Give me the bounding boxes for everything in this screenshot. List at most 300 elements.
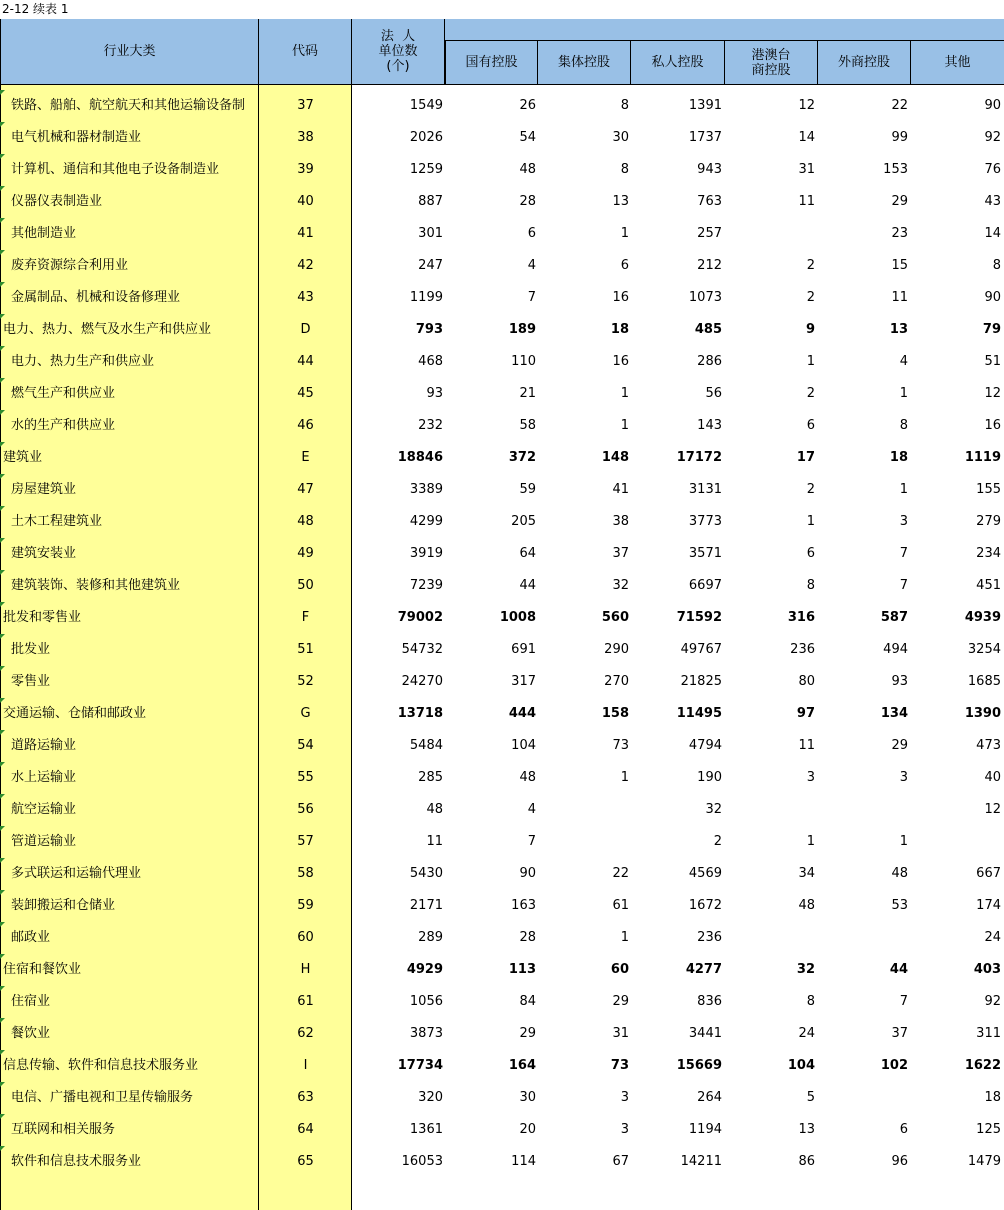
collective-value-cell: 30 <box>612 130 629 145</box>
industry-code-cell: 60 <box>297 930 314 945</box>
table-caption: 2-12 续表 1 <box>2 2 69 16</box>
foreign-value-cell: 96 <box>891 1154 908 1169</box>
table-row <box>0 474 1004 506</box>
industry-code-cell: D <box>300 322 311 337</box>
table-row <box>0 922 1004 954</box>
units-value-cell: 48 <box>426 802 443 817</box>
foreign-value-cell: 587 <box>880 610 908 625</box>
units-value-cell: 93 <box>426 386 443 401</box>
industry-code-cell: 62 <box>297 1026 314 1041</box>
private-value-cell: 1737 <box>688 130 722 145</box>
foreign-value-cell: 7 <box>899 546 908 561</box>
other-value-cell: 311 <box>976 1026 1001 1041</box>
hmt-value-cell <box>722 218 815 250</box>
foreign-value-cell: 13 <box>889 322 908 337</box>
industry-code-cell: 48 <box>297 514 314 529</box>
private-value-cell: 3773 <box>688 514 722 529</box>
collective-value-cell: 290 <box>604 642 629 657</box>
industry-name-cell: 建筑装饰、装修和其他建筑业 <box>11 578 181 593</box>
hmt-value-cell: 5 <box>806 1090 815 1105</box>
units-value-cell: 1199 <box>409 290 443 305</box>
foreign-value-cell: 37 <box>891 1026 908 1041</box>
table-row <box>0 250 1004 282</box>
other-value-cell: 155 <box>976 482 1001 497</box>
collective-value-cell: 32 <box>612 578 629 593</box>
private-value-cell: 143 <box>697 418 722 433</box>
state-value-cell: 20 <box>519 1122 536 1137</box>
hmt-value-cell: 48 <box>798 898 815 913</box>
foreign-value-cell: 4 <box>899 354 908 369</box>
collective-value-cell: 67 <box>612 1154 629 1169</box>
industry-name-cell: 水的生产和供应业 <box>11 418 116 433</box>
table-row <box>0 602 1004 634</box>
table-row <box>0 378 1004 410</box>
units-value-cell: 2026 <box>409 130 443 145</box>
other-value-cell: 4939 <box>964 610 1001 625</box>
industry-code-cell: 40 <box>297 194 314 209</box>
other-value-cell: 92 <box>984 130 1001 145</box>
collective-value-cell: 60 <box>610 962 629 977</box>
industry-code-cell: 43 <box>297 290 314 305</box>
other-value-cell: 1119 <box>964 450 1001 465</box>
foreign-value-cell: 3 <box>899 770 908 785</box>
industry-name-cell: 邮政业 <box>11 930 51 945</box>
foreign-value-cell <box>815 1082 908 1114</box>
private-value-cell: 71592 <box>676 610 722 625</box>
other-value-cell: 8 <box>992 258 1001 273</box>
industry-code-cell: 39 <box>297 162 314 177</box>
other-value-cell <box>908 826 1001 858</box>
industry-name-cell: 仪器仪表制造业 <box>11 194 103 209</box>
industry-name-cell: 住宿和餐饮业 <box>3 962 82 977</box>
units-value-cell: 3919 <box>409 546 443 561</box>
industry-code-cell: F <box>301 610 310 625</box>
header-foreign <box>818 41 911 85</box>
collective-value-cell: 8 <box>620 98 629 113</box>
industry-code-cell: 59 <box>297 898 314 913</box>
hmt-value-cell: 11 <box>798 194 815 209</box>
collective-value-cell: 16 <box>612 354 629 369</box>
private-value-cell: 943 <box>697 162 722 177</box>
units-value-cell: 3873 <box>409 1026 443 1041</box>
table-row <box>0 634 1004 666</box>
header-hmt <box>725 41 818 85</box>
other-value-cell: 40 <box>984 770 1001 785</box>
state-value-cell: 30 <box>519 1090 536 1105</box>
foreign-value-cell <box>815 794 908 826</box>
private-value-cell: 236 <box>697 930 722 945</box>
industry-code-cell: 55 <box>297 770 314 785</box>
industry-name-cell: 批发业 <box>11 642 51 657</box>
table-row <box>0 218 1004 250</box>
header-hmt-line2: 商控股 <box>751 62 791 78</box>
foreign-value-cell: 102 <box>880 1058 908 1073</box>
state-value-cell: 444 <box>508 706 536 721</box>
other-value-cell: 1685 <box>967 674 1001 689</box>
industry-code-cell: H <box>300 962 311 977</box>
collective-value-cell: 29 <box>612 994 629 1009</box>
header-state-label: 国有控股 <box>465 55 518 70</box>
state-value-cell: 54 <box>519 130 536 145</box>
header-other-label: 其他 <box>944 55 971 70</box>
industry-name-cell: 道路运输业 <box>11 738 77 753</box>
foreign-value-cell: 1 <box>899 834 908 849</box>
other-value-cell: 473 <box>976 738 1001 753</box>
hmt-value-cell: 24 <box>798 1026 815 1041</box>
collective-value-cell <box>536 794 629 826</box>
hmt-value-cell: 6 <box>806 418 815 433</box>
collective-value-cell: 1 <box>620 418 629 433</box>
hmt-value-cell: 13 <box>798 1122 815 1137</box>
hmt-value-cell: 34 <box>798 866 815 881</box>
header-code <box>259 19 352 85</box>
industry-code-cell: 50 <box>297 578 314 593</box>
header-state <box>445 41 538 85</box>
units-value-cell: 7239 <box>409 578 443 593</box>
collective-value-cell: 8 <box>620 162 629 177</box>
other-value-cell: 403 <box>973 962 1001 977</box>
units-value-cell: 4299 <box>409 514 443 529</box>
state-value-cell: 1008 <box>499 610 536 625</box>
collective-value-cell: 3 <box>620 1090 629 1105</box>
hmt-value-cell: 11 <box>798 738 815 753</box>
collective-value-cell: 18 <box>610 322 629 337</box>
table-row <box>0 506 1004 538</box>
hmt-value-cell: 2 <box>806 258 815 273</box>
other-value-cell: 14 <box>984 226 1001 241</box>
industry-name-cell: 零售业 <box>11 674 51 689</box>
industry-name-cell: 土木工程建筑业 <box>11 514 103 529</box>
collective-value-cell: 3 <box>620 1122 629 1137</box>
units-value-cell: 5430 <box>409 866 443 881</box>
table-row <box>0 986 1004 1018</box>
collective-value-cell: 16 <box>612 290 629 305</box>
foreign-value-cell: 1 <box>899 482 908 497</box>
industry-name-cell: 电力、热力生产和供应业 <box>11 354 155 369</box>
other-value-cell: 451 <box>976 578 1001 593</box>
private-value-cell: 2 <box>713 834 722 849</box>
state-value-cell: 64 <box>519 546 536 561</box>
collective-value-cell: 13 <box>612 194 629 209</box>
industry-name-cell: 燃气生产和供应业 <box>11 386 116 401</box>
industry-name-cell: 交通运输、仓储和邮政业 <box>3 706 147 721</box>
private-value-cell: 6697 <box>688 578 722 593</box>
units-value-cell: 24270 <box>401 674 443 689</box>
foreign-value-cell: 1 <box>899 386 908 401</box>
industry-code-cell: 58 <box>297 866 314 881</box>
private-value-cell: 1194 <box>688 1122 722 1137</box>
industry-code-cell: 37 <box>297 98 314 113</box>
other-value-cell: 18 <box>984 1090 1001 1105</box>
state-value-cell: 317 <box>511 674 536 689</box>
private-value-cell: 3131 <box>688 482 722 497</box>
state-value-cell: 90 <box>519 866 536 881</box>
industry-code-cell: 47 <box>297 482 314 497</box>
foreign-value-cell <box>815 922 908 954</box>
other-value-cell: 3254 <box>967 642 1001 657</box>
foreign-value-cell: 93 <box>891 674 908 689</box>
table-row <box>0 1018 1004 1050</box>
units-value-cell: 793 <box>415 322 443 337</box>
table-row <box>0 762 1004 794</box>
hmt-value-cell: 86 <box>798 1154 815 1169</box>
header-units-line2: 单位数 <box>378 44 418 59</box>
hmt-value-cell: 1 <box>806 834 815 849</box>
collective-value-cell: 270 <box>604 674 629 689</box>
industry-name-cell: 住宿业 <box>11 994 51 1009</box>
table-row <box>0 698 1004 730</box>
units-value-cell: 301 <box>418 226 443 241</box>
private-value-cell: 286 <box>697 354 722 369</box>
industry-code-cell: 56 <box>297 802 314 817</box>
industry-name-cell: 航空运输业 <box>11 802 77 817</box>
collective-value-cell: 38 <box>612 514 629 529</box>
table-row <box>0 410 1004 442</box>
industry-code-cell: 38 <box>297 130 314 145</box>
table-row <box>0 730 1004 762</box>
header-private-label: 私人控股 <box>651 55 704 70</box>
private-value-cell: 15669 <box>676 1058 722 1073</box>
industry-code-cell: 54 <box>297 738 314 753</box>
industry-code-cell: 65 <box>297 1154 314 1169</box>
foreign-value-cell: 48 <box>891 866 908 881</box>
industry-code-cell: 64 <box>297 1122 314 1137</box>
foreign-value-cell: 3 <box>899 514 908 529</box>
state-value-cell: 164 <box>508 1058 536 1073</box>
other-value-cell: 667 <box>976 866 1001 881</box>
private-value-cell: 1672 <box>688 898 722 913</box>
foreign-value-cell: 44 <box>889 962 908 977</box>
table-row <box>0 122 1004 154</box>
units-value-cell: 11 <box>426 834 443 849</box>
industry-name-cell: 计算机、通信和其他电子设备制造业 <box>11 162 220 177</box>
units-value-cell: 5484 <box>409 738 443 753</box>
industry-name-cell: 批发和零售业 <box>3 610 82 625</box>
hmt-value-cell: 9 <box>805 322 815 337</box>
hmt-value-cell: 1 <box>806 354 815 369</box>
foreign-value-cell: 18 <box>889 450 908 465</box>
hmt-value-cell <box>722 794 815 826</box>
units-value-cell: 2171 <box>409 898 443 913</box>
header-industry <box>0 19 259 85</box>
hmt-value-cell: 104 <box>787 1058 815 1073</box>
private-value-cell: 4569 <box>688 866 722 881</box>
units-value-cell: 1361 <box>409 1122 443 1137</box>
foreign-value-cell: 153 <box>883 162 908 177</box>
hmt-value-cell: 31 <box>798 162 815 177</box>
private-value-cell: 264 <box>697 1090 722 1105</box>
private-value-cell: 32 <box>705 802 722 817</box>
foreign-value-cell: 7 <box>899 994 908 1009</box>
industry-code-cell: 41 <box>297 226 314 241</box>
other-value-cell: 79 <box>982 322 1001 337</box>
hmt-value-cell: 2 <box>806 482 815 497</box>
header-code-label: 代码 <box>291 44 318 59</box>
collective-value-cell: 22 <box>612 866 629 881</box>
header-units <box>352 19 445 85</box>
units-value-cell: 18846 <box>397 450 443 465</box>
units-value-cell: 16053 <box>401 1154 443 1169</box>
header-units-line3: (个) <box>386 59 410 74</box>
industry-code-cell: 61 <box>297 994 314 1009</box>
state-value-cell: 44 <box>519 578 536 593</box>
industry-name-cell: 金属制品、机械和设备修理业 <box>11 290 181 305</box>
state-value-cell: 48 <box>519 162 536 177</box>
hmt-value-cell: 8 <box>806 578 815 593</box>
foreign-value-cell: 11 <box>891 290 908 305</box>
state-value-cell: 84 <box>519 994 536 1009</box>
private-value-cell: 1073 <box>688 290 722 305</box>
state-value-cell: 205 <box>511 514 536 529</box>
hmt-value-cell: 17 <box>796 450 815 465</box>
industry-name-cell: 水上运输业 <box>11 770 77 785</box>
table-row <box>0 538 1004 570</box>
other-value-cell: 90 <box>984 290 1001 305</box>
hmt-value-cell <box>722 922 815 954</box>
private-value-cell: 4277 <box>685 962 722 977</box>
industry-name-cell: 建筑安装业 <box>11 546 77 561</box>
table-row <box>0 1114 1004 1146</box>
foreign-value-cell: 99 <box>891 130 908 145</box>
table-row <box>0 90 1004 122</box>
units-value-cell: 3389 <box>409 482 443 497</box>
private-value-cell: 21825 <box>680 674 722 689</box>
state-value-cell: 114 <box>511 1154 536 1169</box>
table-row <box>0 1082 1004 1114</box>
industry-code-cell: E <box>301 450 310 465</box>
hmt-value-cell: 12 <box>798 98 815 113</box>
state-value-cell: 4 <box>527 258 536 273</box>
units-value-cell: 4929 <box>406 962 443 977</box>
units-value-cell: 887 <box>418 194 443 209</box>
industry-name-cell: 互联网和相关服务 <box>11 1122 116 1137</box>
foreign-value-cell: 8 <box>899 418 908 433</box>
hmt-value-cell: 14 <box>798 130 815 145</box>
industry-code-cell: G <box>300 706 311 721</box>
table-row <box>0 794 1004 826</box>
state-value-cell: 7 <box>527 290 536 305</box>
collective-value-cell: 6 <box>620 258 629 273</box>
private-value-cell: 14211 <box>680 1154 722 1169</box>
state-value-cell: 6 <box>527 226 536 241</box>
other-value-cell: 16 <box>984 418 1001 433</box>
units-value-cell: 232 <box>418 418 443 433</box>
header-collective <box>538 41 631 85</box>
table-body <box>0 85 1004 1210</box>
state-value-cell: 21 <box>519 386 536 401</box>
foreign-value-cell: 29 <box>891 194 908 209</box>
industry-name-cell: 管道运输业 <box>11 834 77 849</box>
industry-code-cell: 46 <box>297 418 314 433</box>
industry-name-cell: 房屋建筑业 <box>11 482 77 497</box>
collective-value-cell: 148 <box>601 450 629 465</box>
state-value-cell: 113 <box>508 962 536 977</box>
other-value-cell: 279 <box>976 514 1001 529</box>
units-value-cell: 13718 <box>397 706 443 721</box>
other-value-cell: 92 <box>984 994 1001 1009</box>
state-value-cell: 28 <box>519 194 536 209</box>
state-value-cell: 163 <box>511 898 536 913</box>
table-row <box>0 314 1004 346</box>
data-table <box>0 19 1004 1210</box>
units-value-cell: 54732 <box>401 642 443 657</box>
industry-name-cell: 电力、热力、燃气及水生产和供应业 <box>3 322 212 337</box>
table-row <box>0 154 1004 186</box>
foreign-value-cell: 53 <box>891 898 908 913</box>
foreign-value-cell: 15 <box>891 258 908 273</box>
collective-value-cell: 73 <box>610 1058 629 1073</box>
other-value-cell: 1390 <box>964 706 1001 721</box>
hmt-value-cell: 80 <box>798 674 815 689</box>
units-value-cell: 1259 <box>409 162 443 177</box>
collective-value-cell: 1 <box>620 386 629 401</box>
foreign-value-cell: 7 <box>899 578 908 593</box>
private-value-cell: 17172 <box>676 450 722 465</box>
table-row <box>0 186 1004 218</box>
hmt-value-cell: 8 <box>806 994 815 1009</box>
hmt-value-cell: 3 <box>806 770 815 785</box>
hmt-value-cell: 316 <box>787 610 815 625</box>
other-value-cell: 90 <box>984 98 1001 113</box>
units-value-cell: 285 <box>418 770 443 785</box>
foreign-value-cell: 29 <box>891 738 908 753</box>
industry-name-cell: 软件和信息技术服务业 <box>11 1154 142 1169</box>
other-value-cell: 76 <box>984 162 1001 177</box>
industry-code-cell: 49 <box>297 546 314 561</box>
hmt-value-cell: 97 <box>796 706 815 721</box>
state-value-cell: 189 <box>508 322 536 337</box>
industry-name-cell: 废弃资源综合利用业 <box>11 258 129 273</box>
foreign-value-cell: 6 <box>899 1122 908 1137</box>
other-value-cell: 12 <box>984 802 1001 817</box>
table-row <box>0 890 1004 922</box>
private-value-cell: 49767 <box>680 642 722 657</box>
table-row <box>0 442 1004 474</box>
industry-name-cell: 多式联运和运输代理业 <box>11 866 142 881</box>
private-value-cell: 3571 <box>688 546 722 561</box>
units-value-cell: 1549 <box>409 98 443 113</box>
industry-name-cell: 建筑业 <box>3 450 43 465</box>
state-value-cell: 110 <box>511 354 536 369</box>
other-value-cell: 51 <box>984 354 1001 369</box>
units-value-cell: 247 <box>418 258 443 273</box>
table-row <box>0 1146 1004 1178</box>
table-row <box>0 826 1004 858</box>
table-row <box>0 346 1004 378</box>
other-value-cell: 1622 <box>964 1058 1001 1073</box>
private-value-cell: 11495 <box>676 706 722 721</box>
header-collective-label: 集体控股 <box>557 55 610 70</box>
state-value-cell: 7 <box>527 834 536 849</box>
units-value-cell: 289 <box>418 930 443 945</box>
table-row <box>0 858 1004 890</box>
header-units-line1: 法 人 <box>380 29 416 44</box>
private-value-cell: 1391 <box>688 98 722 113</box>
units-value-cell: 468 <box>418 354 443 369</box>
state-value-cell: 29 <box>519 1026 536 1041</box>
industry-name-cell: 餐饮业 <box>11 1026 51 1041</box>
state-value-cell: 26 <box>519 98 536 113</box>
private-value-cell: 190 <box>697 770 722 785</box>
private-value-cell: 4794 <box>688 738 722 753</box>
state-value-cell: 372 <box>508 450 536 465</box>
state-value-cell: 104 <box>511 738 536 753</box>
collective-value-cell: 37 <box>612 546 629 561</box>
other-value-cell: 125 <box>976 1122 1001 1137</box>
state-value-cell: 691 <box>511 642 536 657</box>
state-value-cell: 28 <box>519 930 536 945</box>
industry-code-cell: 42 <box>297 258 314 273</box>
